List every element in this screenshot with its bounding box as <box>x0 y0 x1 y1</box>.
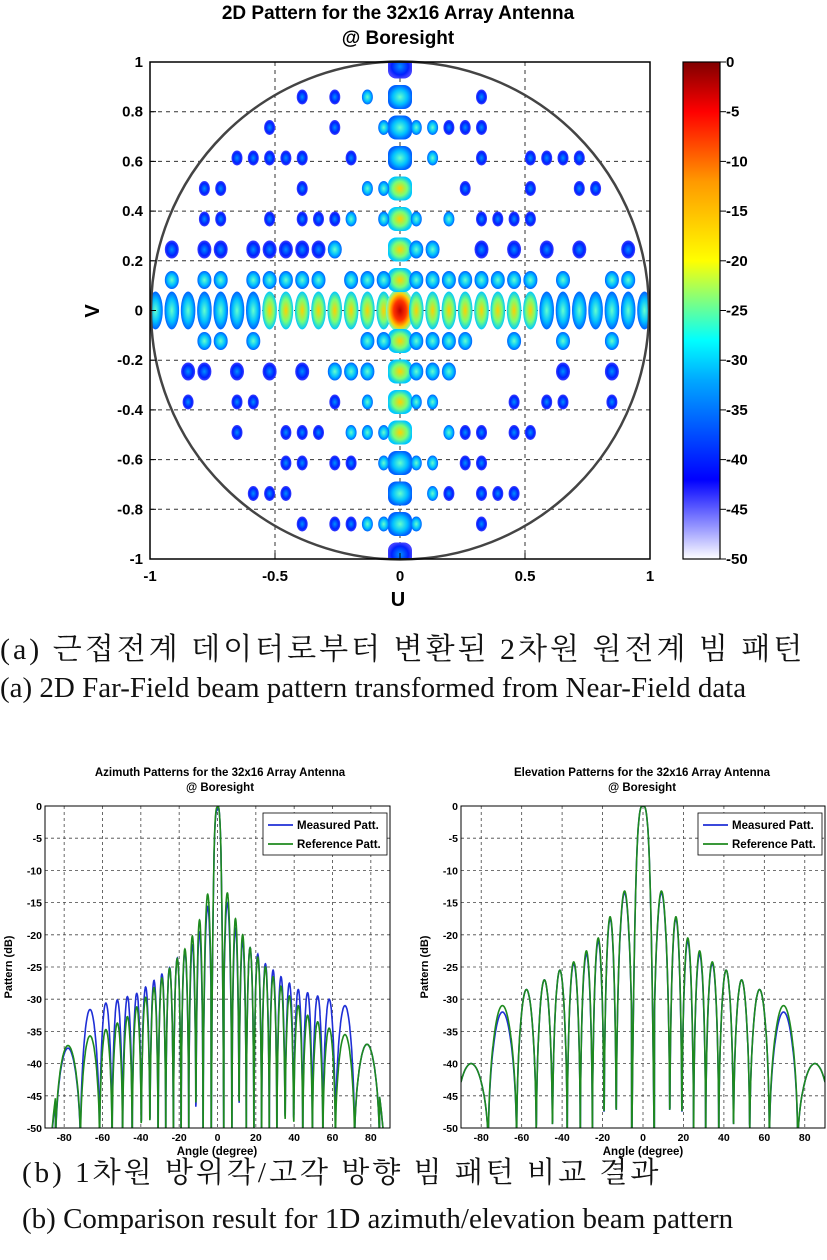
azimuth-ytick-label: -45 <box>26 1090 42 1103</box>
heatmap-sidelobe <box>460 456 471 471</box>
elevation-ytick-label: -25 <box>442 962 458 974</box>
colorbar-tick-label: -40 <box>726 451 748 469</box>
heatmap-sidelobe <box>509 212 520 227</box>
azimuth-legend-measured: Measured Patt. <box>297 820 379 832</box>
heatmap-lobe <box>388 512 412 536</box>
caption-a-korean: (a) 근접전계 데이터로부터 변환된 2차원 원전계 빔 패턴 <box>0 633 806 666</box>
heatmap-sidelobe <box>509 425 520 440</box>
heatmap-sidelobe <box>248 151 259 166</box>
elevation-xtick-label: 0 <box>640 1132 646 1144</box>
colorbar-tick-label: -50 <box>726 551 748 568</box>
heatmap-sidelobe <box>279 241 293 259</box>
heatmap-sidelobe <box>329 456 340 471</box>
caption-a-english: (a) 2D Far-Field beam pattern transformed from Near-Field data <box>0 672 747 704</box>
azimuth-xtick-label: 60 <box>326 1132 339 1144</box>
heatmap-sidelobe <box>378 517 389 532</box>
heatmap-lobe <box>491 292 506 330</box>
heatmap-sidelobe <box>197 332 211 350</box>
elevation-ytick-label: 0 <box>452 801 458 813</box>
azimuth-xtick-label: 40 <box>288 1132 301 1144</box>
heatmap-sidelobe <box>509 486 520 501</box>
heatmap-sidelobe <box>297 212 308 227</box>
heatmap-sidelobe <box>442 332 456 350</box>
heatmap-lobe <box>388 55 412 79</box>
heatmap-xlabel: U <box>390 589 406 611</box>
colorbar-tick-label: -30 <box>726 352 748 370</box>
heatmap-sidelobe <box>280 425 291 440</box>
elevation-ytick-label: -15 <box>442 897 458 910</box>
heatmap-sidelobe <box>312 241 326 259</box>
heatmap-lobe <box>388 268 412 292</box>
heatmap-sidelobe <box>556 332 570 350</box>
azimuth-ytick-label: -20 <box>26 929 42 942</box>
heatmap-sidelobe <box>458 332 472 350</box>
heatmap-lobe <box>388 329 412 353</box>
heatmap-sidelobe <box>183 395 194 410</box>
heatmap-sidelobe <box>313 212 324 227</box>
heatmap-sidelobe <box>346 151 357 166</box>
heatmap-sidelobe <box>411 456 422 471</box>
heatmap-lobe <box>388 360 412 384</box>
heatmap-sidelobe <box>362 517 373 532</box>
elevation-ylabel: Pattern (dB) <box>419 935 431 999</box>
heatmap-sidelobe <box>297 151 308 166</box>
heatmap-sidelobe <box>165 271 179 289</box>
heatmap-sidelobe <box>541 151 552 166</box>
heatmap-sidelobe <box>329 120 340 135</box>
heatmap-sidelobe <box>605 363 619 381</box>
elevation-ytick-label: -20 <box>442 929 458 942</box>
heatmap-sidelobe <box>572 241 586 259</box>
heatmap-sidelobe <box>427 120 438 135</box>
heatmap-sidelobe <box>248 395 259 410</box>
elevation-xtick-label: -40 <box>554 1132 570 1144</box>
heatmap-ytick-label: -0.8 <box>117 501 143 519</box>
heatmap-sidelobe <box>443 120 454 135</box>
heatmap-lobe <box>181 292 196 330</box>
heatmap-sidelobe <box>329 517 340 532</box>
heatmap-sidelobe <box>491 271 505 289</box>
heatmap-sidelobe <box>458 271 472 289</box>
heatmap-lobe <box>388 238 412 262</box>
heatmap-sidelobe <box>427 395 438 410</box>
elevation-legend-reference: Reference Patt. <box>732 839 816 851</box>
azimuth-xtick-label: 20 <box>249 1132 262 1144</box>
azimuth-legend <box>263 813 387 855</box>
azimuth-ytick-label: 0 <box>36 801 42 813</box>
heatmap-sidelobe <box>492 486 503 501</box>
heatmap-sidelobe <box>346 456 357 471</box>
elevation-xtick-label: -60 <box>514 1132 530 1144</box>
azimuth-subtitle: @ Boresight <box>185 782 255 794</box>
heatmap-lobe <box>328 292 343 330</box>
colorbar <box>683 62 720 559</box>
heatmap-sidelobe <box>476 90 487 105</box>
heatmap-sidelobe <box>507 332 521 350</box>
elevation-ytick-label: -40 <box>442 1058 458 1071</box>
heatmap-sidelobe <box>409 271 423 289</box>
azimuth-xtick-label: -20 <box>171 1132 187 1144</box>
azimuth-xlabel: Angle (degree) <box>176 1146 258 1158</box>
heatmap-sidelobe <box>197 363 211 381</box>
heatmap-sidelobe <box>460 425 471 440</box>
heatmap-sidelobe <box>214 332 228 350</box>
heatmap-sidelobe <box>295 271 309 289</box>
heatmap-sidelobe <box>248 486 259 501</box>
heatmap-lobe <box>388 482 412 506</box>
heatmap-lobe <box>388 451 412 475</box>
heatmap-sidelobe <box>214 271 228 289</box>
heatmap-ytick-label: 0.6 <box>122 153 143 171</box>
elevation-xlabel: Angle (degree) <box>602 1146 684 1158</box>
heatmap-lobe <box>474 292 489 330</box>
azimuth-xtick-label: 0 <box>214 1132 221 1144</box>
heatmap-xtick-label: 0.5 <box>514 568 536 585</box>
heatmap-lobe <box>425 292 440 330</box>
heatmap-sidelobe <box>232 151 243 166</box>
heatmap-sidelobe <box>328 363 342 381</box>
heatmap-sidelobe <box>377 271 391 289</box>
heatmap-ytick-label: 0.8 <box>122 103 143 121</box>
azimuth-ytick-label: -10 <box>26 865 42 878</box>
heatmap-sidelobe <box>329 212 340 227</box>
heatmap-ytick-label: -1 <box>129 551 143 568</box>
heatmap-xtick-label: 1 <box>645 568 655 585</box>
heatmap-sidelobe <box>574 151 585 166</box>
colorbar-tick-label: -5 <box>726 103 740 121</box>
heatmap-lobe <box>572 292 587 330</box>
heatmap-ytick-label: 0.2 <box>122 252 143 270</box>
caption-b-korean: (b) 1차원 방위각/고각 방향 빔 패턴 비교 결과 <box>22 1157 662 1189</box>
heatmap-lobe <box>344 292 359 330</box>
colorbar-tick-label: -35 <box>726 401 748 419</box>
heatmap-sidelobe <box>197 271 211 289</box>
heatmap-sidelobe <box>411 120 422 135</box>
heatmap-sidelobe <box>540 241 554 259</box>
heatmap-sidelobe <box>199 181 210 196</box>
heatmap-sidelobe <box>509 395 520 410</box>
heatmap-sidelobe <box>442 271 456 289</box>
heatmap-lobe <box>388 421 412 445</box>
elevation-xtick-label: -80 <box>473 1132 489 1144</box>
heatmap-title: 2D Pattern for the 32x16 Array Antenna <box>221 3 575 24</box>
heatmap-sidelobe <box>476 212 487 227</box>
elevation-chart <box>419 767 825 1158</box>
heatmap-sidelobe <box>297 456 308 471</box>
heatmap-sidelobe <box>378 120 389 135</box>
heatmap-sidelobe <box>427 151 438 166</box>
heatmap-sidelobe <box>230 363 244 381</box>
heatmap-lobe <box>230 292 245 330</box>
heatmap-sidelobe <box>525 212 536 227</box>
heatmap-sidelobe <box>378 425 389 440</box>
elevation-xtick-label: 40 <box>718 1132 730 1144</box>
heatmap-lobe <box>388 146 412 170</box>
heatmap-sidelobe <box>328 241 342 259</box>
heatmap-sidelobe <box>165 241 179 259</box>
heatmap-sidelobe <box>476 120 487 135</box>
heatmap-sidelobe <box>409 363 423 381</box>
heatmap-sidelobe <box>476 425 487 440</box>
heatmap-sidelobe <box>558 151 569 166</box>
elevation-ytick-label: -5 <box>448 833 458 846</box>
heatmap-lobe <box>246 292 261 330</box>
heatmap-sidelobe <box>426 241 440 259</box>
azimuth-xtick-label: 80 <box>364 1132 377 1144</box>
caption-b-english: (b) Comparison result for 1D azimuth/elevation beam pattern <box>22 1203 734 1235</box>
heatmap-sidelobe <box>409 241 423 259</box>
heatmap-ytick-label: -0.4 <box>117 401 143 419</box>
heatmap-sidelobe <box>181 363 195 381</box>
heatmap-sidelobe <box>409 332 423 350</box>
heatmap-sidelobe <box>280 486 291 501</box>
heatmap-sidelobe <box>215 181 226 196</box>
colorbar-tick-label: -25 <box>726 302 748 320</box>
azimuth-title: Azimuth Patterns for the 32x16 Array Antenna <box>94 767 346 779</box>
heatmap-sidelobe <box>443 212 454 227</box>
heatmap-lobe <box>523 292 538 330</box>
heatmap-sidelobe <box>297 425 308 440</box>
azimuth-ytick-label: -15 <box>26 897 42 910</box>
heatmap-sidelobe <box>362 90 373 105</box>
colorbar-tick-label: -10 <box>726 153 748 171</box>
azimuth-ylabel: Pattern (dB) <box>3 935 15 999</box>
heatmap-sidelobe <box>215 212 226 227</box>
heatmap-sidelobe <box>362 181 373 196</box>
elevation-xtick-label: 80 <box>798 1132 811 1144</box>
heatmap-lobe <box>213 292 228 330</box>
heatmap-sidelobe <box>329 90 340 105</box>
heatmap-lobe <box>311 292 326 330</box>
heatmap-lobe <box>295 292 310 330</box>
heatmap-sidelobe <box>556 271 570 289</box>
heatmap-sidelobe <box>295 363 309 381</box>
heatmap-xtick-label: -1 <box>143 568 157 585</box>
heatmap-sidelobe <box>411 212 422 227</box>
heatmap-sidelobe <box>442 363 456 381</box>
heatmap-lobe <box>388 177 412 201</box>
heatmap-sidelobe <box>344 271 358 289</box>
heatmap-sidelobe <box>295 241 309 259</box>
heatmap-sidelobe <box>378 456 389 471</box>
colorbar-tick-label: 0 <box>726 54 735 71</box>
heatmap-lobe <box>388 116 412 140</box>
heatmap-lobe <box>556 292 571 330</box>
colorbar-tick-label: -45 <box>726 501 748 519</box>
heatmap-sidelobe <box>297 517 308 532</box>
heatmap-lobe <box>605 292 620 330</box>
heatmap-ytick-label: 0 <box>134 302 143 320</box>
colorbar-tick-label: -15 <box>726 203 748 221</box>
azimuth-ytick-label: -5 <box>32 833 42 846</box>
heatmap-sidelobe <box>360 332 374 350</box>
heatmap-sidelobe <box>197 241 211 259</box>
heatmap-sidelobe <box>378 181 389 196</box>
heatmap-lobe <box>165 292 180 330</box>
heatmap-sidelobe <box>621 241 635 259</box>
heatmap-sidelobe <box>232 395 243 410</box>
heatmap-sidelobe <box>279 271 293 289</box>
heatmap-sidelobe <box>525 181 536 196</box>
elevation-ytick-label: -45 <box>442 1090 458 1103</box>
heatmap-sidelobe <box>605 332 619 350</box>
heatmap-sidelobe <box>346 517 357 532</box>
heatmap-lobe <box>279 292 294 330</box>
heatmap-xtick-label: 0 <box>395 568 405 585</box>
heatmap-ytick-label: -0.6 <box>117 451 143 469</box>
heatmap-lobe <box>388 207 412 231</box>
azimuth-ytick-label: -40 <box>26 1058 42 1071</box>
elevation-legend-measured: Measured Patt. <box>732 820 814 832</box>
heatmap-sidelobe <box>460 120 471 135</box>
heatmap-lobe <box>388 85 412 109</box>
azimuth-xtick-label: -60 <box>94 1132 111 1144</box>
heatmap-sidelobe <box>360 363 374 381</box>
heatmap-subtitle: @ Boresight <box>341 28 455 49</box>
heatmap-sidelobe <box>329 395 340 410</box>
heatmap-sidelobe <box>263 241 277 259</box>
heatmap-sidelobe <box>621 271 635 289</box>
heatmap-sidelobe <box>232 425 243 440</box>
heatmap-sidelobe <box>605 271 619 289</box>
heatmap-lobe <box>458 292 473 330</box>
heatmap-sidelobe <box>246 241 260 259</box>
heatmap-sidelobe <box>264 486 275 501</box>
heatmap-xtick-label: -0.5 <box>262 568 288 585</box>
heatmap-sidelobe <box>377 332 391 350</box>
elevation-ytick-label: -35 <box>442 1026 458 1039</box>
heatmap-sidelobe <box>280 151 291 166</box>
heatmap-sidelobe <box>427 486 438 501</box>
heatmap-lobe <box>588 292 603 330</box>
azimuth-ytick-label: -25 <box>26 962 42 974</box>
heatmap-sidelobe <box>360 271 374 289</box>
heatmap-ylabel: V <box>82 304 104 318</box>
heatmap-lobe <box>360 292 375 330</box>
heatmap-sidelobe <box>313 425 324 440</box>
heatmap-sidelobe <box>590 181 601 196</box>
heatmap-sidelobe <box>475 241 489 259</box>
heatmap-sidelobe <box>426 363 440 381</box>
heatmap-sidelobe <box>297 181 308 196</box>
elevation-xtick-label: -20 <box>594 1132 611 1144</box>
azimuth-legend-reference: Reference Patt. <box>297 839 381 851</box>
azimuth-xtick-label: -80 <box>56 1132 72 1144</box>
colorbar-ticks <box>720 54 748 568</box>
heatmap-lobe <box>409 292 424 330</box>
heatmap-sidelobe <box>246 271 260 289</box>
heatmap-sidelobe <box>199 212 210 227</box>
heatmap-sidelobe <box>558 395 569 410</box>
heatmap-sidelobe <box>264 212 275 227</box>
heatmap-sidelobe <box>411 517 422 532</box>
heatmap-ytick-label: 1 <box>134 54 143 71</box>
heatmap-sidelobe <box>460 181 471 196</box>
heatmap-sidelobe <box>492 212 503 227</box>
heatmap-sidelobe <box>378 212 389 227</box>
heatmap-sidelobe <box>246 332 260 350</box>
elevation-subtitle: @ Boresight <box>607 782 677 794</box>
heatmap-sidelobe <box>362 425 373 440</box>
heatmap-lobe <box>197 292 212 330</box>
heatmap-sidelobe <box>427 456 438 471</box>
azimuth-ytick-label: -50 <box>26 1123 42 1135</box>
heatmap-sidelobe <box>214 241 228 259</box>
heatmap-sidelobe <box>426 271 440 289</box>
elevation-xtick-label: 60 <box>758 1132 771 1144</box>
azimuth-chart <box>3 767 390 1158</box>
heatmap-sidelobe <box>264 151 275 166</box>
heatmap-sidelobe <box>606 395 617 410</box>
heatmap-lobe <box>442 292 457 330</box>
heatmap-sidelobe <box>523 271 537 289</box>
heatmap-sidelobe <box>443 486 454 501</box>
heatmap-sidelobe <box>475 271 489 289</box>
heatmap-lobe <box>621 292 636 330</box>
heatmap-sidelobe <box>346 425 357 440</box>
azimuth-xtick-label: -40 <box>133 1132 149 1144</box>
heatmap-sidelobe <box>312 271 326 289</box>
heatmap-lobe <box>262 292 277 330</box>
heatmap-sidelobe <box>344 363 358 381</box>
heatmap-sidelobe <box>507 271 521 289</box>
heatmap-sidelobe <box>476 151 487 166</box>
heatmap-sidelobe <box>476 456 487 471</box>
elevation-ytick-label: -50 <box>442 1123 458 1135</box>
azimuth-ytick-label: -30 <box>26 994 42 1007</box>
heatmap-ytick-label: -0.2 <box>117 352 143 370</box>
heatmap-sidelobe <box>556 363 570 381</box>
azimuth-ytick-label: -35 <box>26 1026 42 1039</box>
heatmap-sidelobe <box>507 241 521 259</box>
elevation-ytick-label: -30 <box>442 994 458 1007</box>
elevation-legend <box>698 813 822 855</box>
heatmap-sidelobe <box>541 395 552 410</box>
heatmap-sidelobe <box>476 517 487 532</box>
heatmap-chart <box>82 3 748 611</box>
heatmap-sidelobe <box>525 425 536 440</box>
heatmap-sidelobe <box>426 332 440 350</box>
heatmap-sidelobe <box>411 395 422 410</box>
heatmap-sidelobe <box>263 363 277 381</box>
heatmap-sidelobe <box>264 120 275 135</box>
elevation-title: Elevation Patterns for the 32x16 Array Antenna <box>513 767 771 779</box>
heatmap-sidelobe <box>362 395 373 410</box>
heatmap-sidelobe <box>476 486 487 501</box>
heatmap-sidelobe <box>280 456 291 471</box>
heatmap-sidelobe <box>525 151 536 166</box>
heatmap-lobe <box>388 390 412 414</box>
heatmap-lobe <box>507 292 522 330</box>
elevation-xtick-label: 20 <box>677 1132 690 1144</box>
heatmap-sidelobe <box>574 181 585 196</box>
heatmap-ytick-label: 0.4 <box>122 203 143 221</box>
heatmap-sidelobe <box>443 425 454 440</box>
heatmap-sidelobe <box>297 90 308 105</box>
colorbar-tick-label: -20 <box>726 252 748 270</box>
heatmap-sidelobe <box>263 271 277 289</box>
elevation-ytick-label: -10 <box>442 865 458 878</box>
heatmap-sidelobe <box>346 212 357 227</box>
heatmap-lobe <box>539 292 554 330</box>
